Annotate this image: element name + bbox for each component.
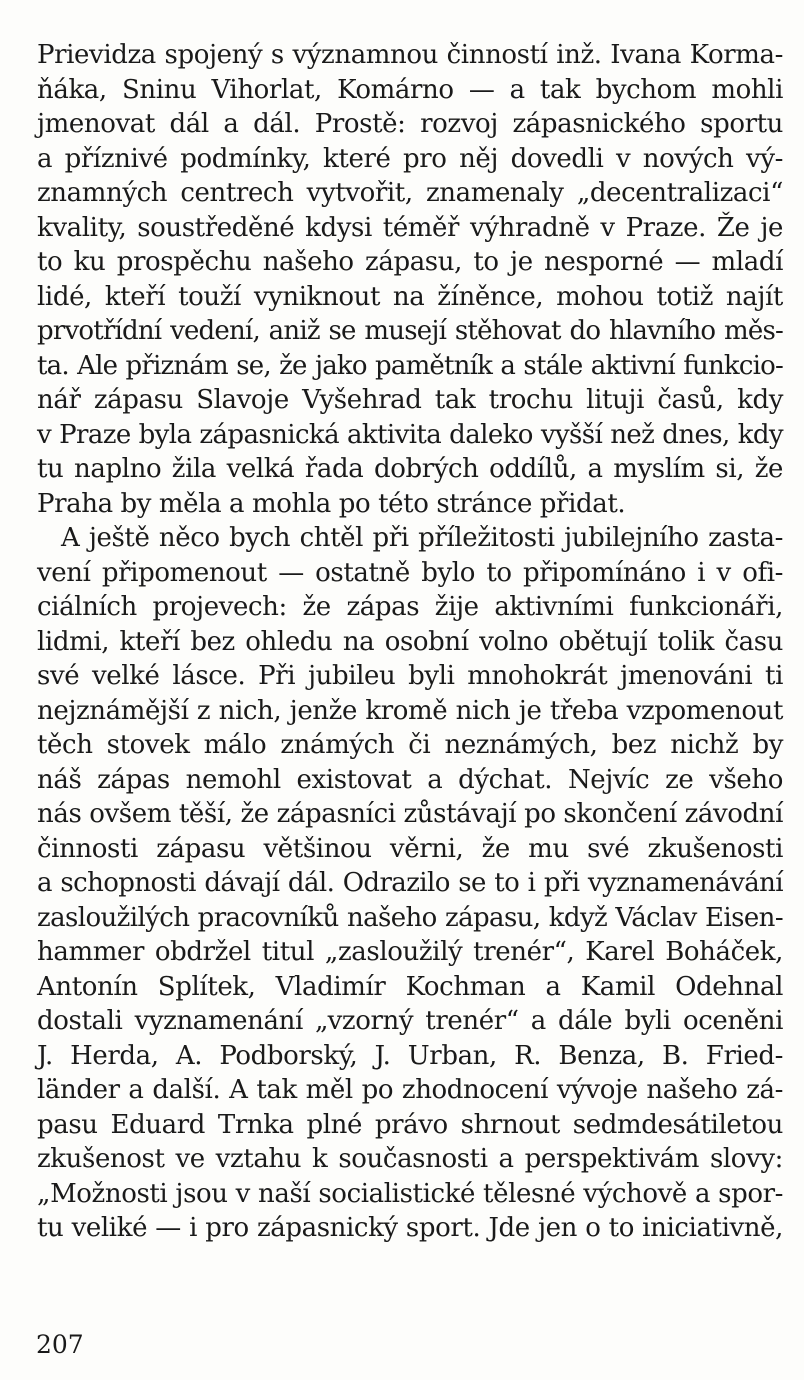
text-line: A ještě něco bych chtěl při příležitosti jubilejního zasta- [61, 523, 783, 553]
text-line: v Praze byla zápasnická aktivita daleko vyšší než dnes, kdy [37, 419, 783, 450]
text-line: to ku prospěchu našeho zápasu, to je nesporné — mladí [37, 247, 783, 277]
text-line: náš zápas nemohl existovat a dýchat. Nejvíc ze všeho [37, 764, 783, 795]
text-line: zkušenost ve vztahu k současnosti a perspektivám slovy: [37, 1144, 783, 1174]
page-number: 207 [36, 1330, 84, 1359]
text-line: dostali vyznamenání „vzorný trenér“ a dále byli oceněni [37, 1006, 783, 1036]
text-line: tu veliké — i pro zápasnický sport. Jde jen o to iniciativně, [37, 1213, 783, 1243]
text-line: jmenovat dál a dál. Prostě: rozvoj zápasnického sportu [37, 109, 783, 139]
text-line: zasloužilých pracovníků našeho zápasu, když Václav Eisen- [37, 902, 783, 933]
text-line: lidé, kteří touží vyniknout na žíněnce, mohou totiž najít [37, 281, 783, 312]
text-line: J. Herda, A. Podborský, J. Urban, R. Benza, B. Fried- [37, 1040, 783, 1071]
body-text [37, 38, 783, 1246]
text-line: ta. Ale přiznám se, že jako pamětník a stále aktivní funkcio- [37, 350, 783, 381]
text-line: těch stovek málo známých či neznámých, bez nichž by [37, 730, 783, 760]
text-line: tu naplno žila velká řada dobrých oddílů, a myslím si, že [37, 454, 783, 484]
text-line: své velké lásce. Při jubileu byli mnohokrát jmenováni ti [37, 661, 783, 691]
text-line: a příznivé podmínky, které pro něj dovedli v nových vý- [37, 143, 783, 174]
text-line: činnosti zápasu většinou věrni, že mu své zkušenosti [37, 833, 783, 864]
paragraph-2 [37, 521, 783, 1246]
text-line: länder a další. A tak měl po zhodnocení vývoje našeho zá- [37, 1075, 783, 1105]
paragraph-1 [37, 38, 783, 521]
text-line: a schopnosti dávají dál. Odrazilo se to i při vyznamenávání [37, 868, 783, 898]
text-line: Prievidza spojený s významnou činností inž. Ivana Korma- [37, 40, 783, 70]
text-line: pasu Eduard Trnka plné právo shrnout sedmdesátiletou [37, 1109, 783, 1140]
text-line: kvality, soustředěné kdysi téměř výhradně v Praze. Že je [37, 212, 783, 243]
text-line: hammer obdržel titul „zasloužilý trenér“, Karel Boháček, [37, 937, 783, 967]
text-line: Praha by měla a mohla po této stránce přidat. [37, 488, 626, 519]
text-line: Antonín Splítek, Vladimír Kochman a Kamil Odehnal [37, 971, 783, 1002]
text-line: nář zápasu Slavoje Vyšehrad tak trochu lituji časů, kdy [37, 385, 783, 415]
text-line: nás ovšem těší, že zápasníci zůstávají po skončení závodní [37, 799, 784, 829]
text-line: znamných centrech vytvořit, znamenaly „decentralizaci“ [37, 178, 783, 208]
text-line: prvotřídní vedení, aniž se musejí stěhovat do hlavního měs- [37, 316, 783, 346]
text-line: „Možnosti jsou v naší socialistické tělesné výchově a spor- [37, 1178, 783, 1209]
text-line: lidmi, kteří bez ohledu na osobní volno obětují tolik času [37, 626, 783, 657]
text-line: vení připomenout — ostatně bylo to připomínáno i v ofi- [37, 557, 783, 588]
text-line: nejznámější z nich, jenže kromě nich je třeba vzpomenout [37, 695, 783, 726]
text-line: ciálních projevech: že zápas žije aktivními funkcionáři, [37, 592, 783, 622]
text-line: ňáka, Sninu Vihorlat, Komárno — a tak bychom mohli [37, 74, 783, 105]
